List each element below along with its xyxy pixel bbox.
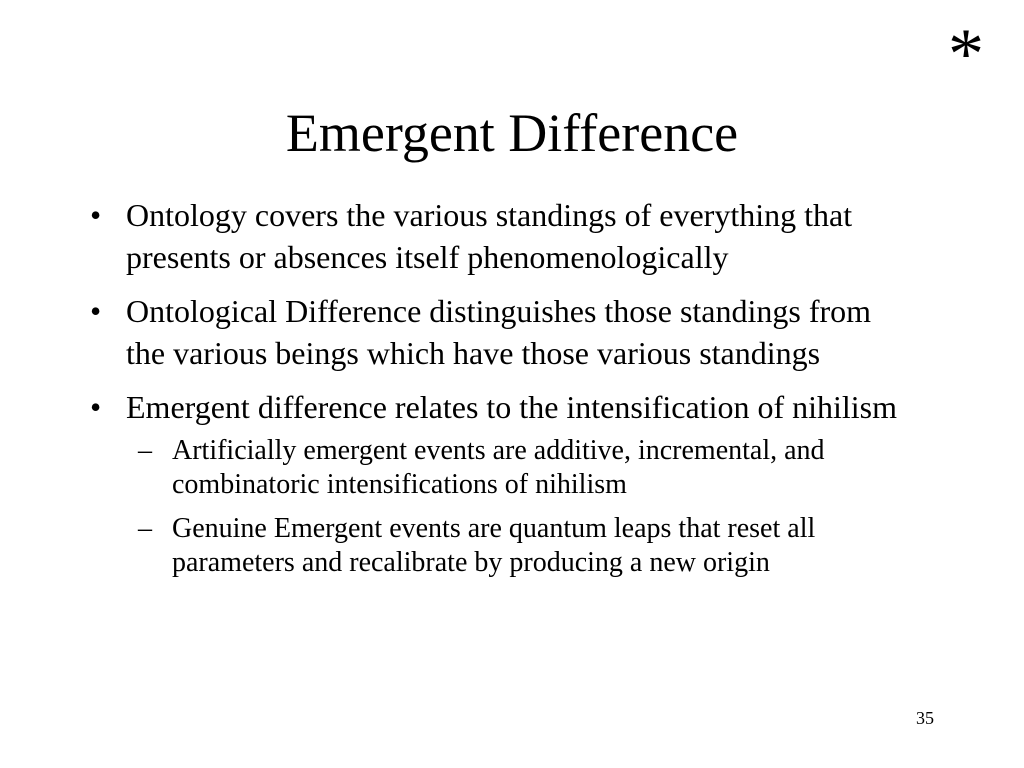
sub-bullet-list xyxy=(126,434,916,580)
page-number: 35 xyxy=(916,708,934,728)
dash-marker: – xyxy=(138,435,152,466)
bullet-item xyxy=(0,290,916,374)
bullet-list xyxy=(0,194,1024,592)
bullet-text: Ontology covers the various standings of everything that presents or absences itself phenomenologically xyxy=(126,197,853,275)
bullet-item xyxy=(0,386,916,580)
bullet-text: Ontological Difference distinguishes those standings from the various beings which have those various standings xyxy=(126,293,872,371)
slide-title: Emergent Difference xyxy=(285,103,739,163)
bullet-item xyxy=(0,194,916,278)
bullet-text: Emergent difference relates to the intensification of nihilism xyxy=(126,389,898,425)
dash-marker: – xyxy=(138,513,152,544)
sub-bullet-text: Genuine Emergent events are quantum leaps that reset all parameters and recalibrate by producing a new origin xyxy=(172,513,816,578)
asterisk-mark: * xyxy=(948,14,984,94)
sub-bullet-item xyxy=(0,434,922,502)
bullet-marker: • xyxy=(90,293,102,329)
bullet-marker: • xyxy=(90,197,102,233)
sub-bullet-text: Artificially emergent events are additive, incremental, and combinatoric intensifications of nihilism xyxy=(172,435,825,500)
bullet-marker: • xyxy=(90,389,102,425)
sub-bullet-item xyxy=(0,512,922,580)
